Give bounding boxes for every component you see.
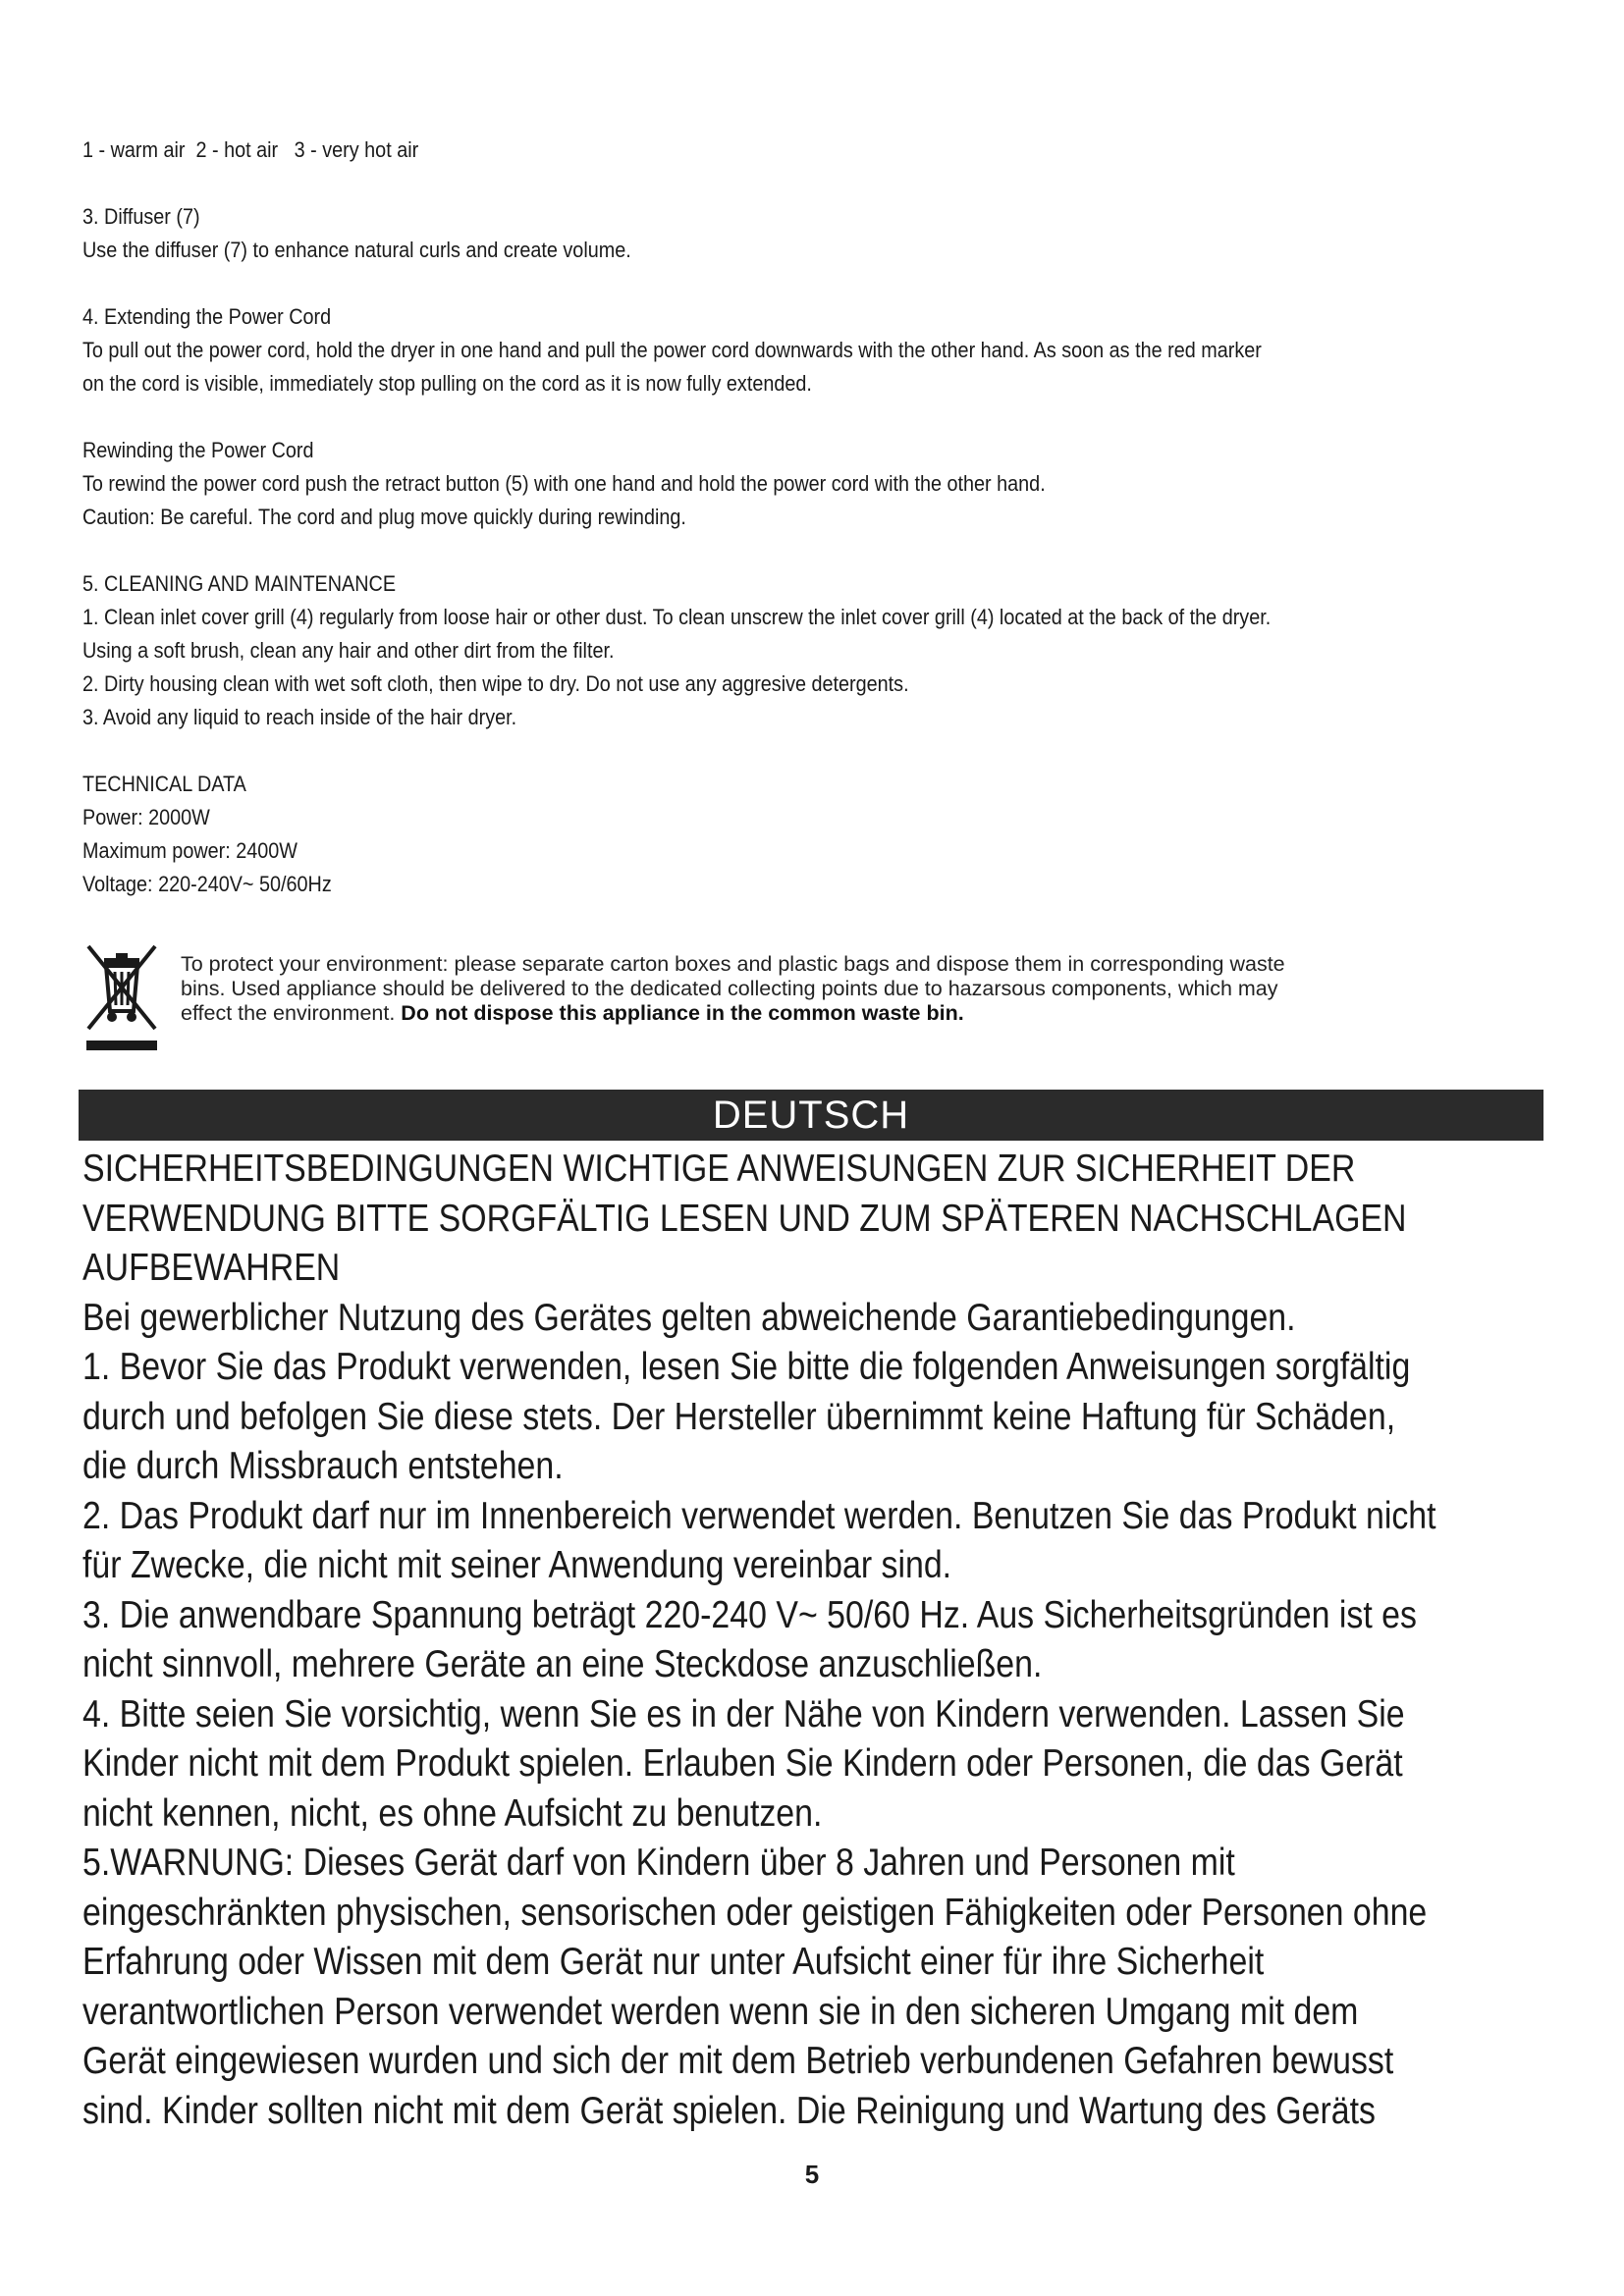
rewinding-cord-line-2: Caution: Be careful. The cord and plug move quickly during rewinding. — [82, 505, 686, 529]
german-line: Erfahrung oder Wissen mit dem Gerät nur unter Aufsicht einer für ihre Sicherheit — [82, 1941, 1265, 1983]
cleaning-line: 1. Clean inlet cover grill (4) regularly from loose hair or other dust. To clean unscrew the inlet cover grill (4) located at the back of the dryer. — [82, 605, 1272, 629]
german-line: die durch Missbrauch entstehen. — [82, 1445, 564, 1487]
technical-data-block — [82, 768, 1426, 901]
cleaning-line: 3. Avoid any liquid to reach inside of the hair dryer. — [82, 705, 517, 729]
language-label: DEUTSCH — [712, 1094, 910, 1137]
cleaning-block — [82, 567, 1426, 734]
german-line: verantwortlichen Person verwendet werden wenn sie in den sicheren Umgang mit dem — [82, 1990, 1359, 2033]
environment-line-3 — [181, 1001, 1614, 1026]
technical-power: Power: 2000W — [82, 805, 210, 829]
extending-cord-line-2: on the cord is visible, immediately stop pulling on the cord as it is now fully extended. — [82, 371, 812, 396]
cleaning-heading: 5. CLEANING AND MAINTENANCE — [82, 571, 397, 596]
english-section — [82, 133, 1426, 934]
german-title-line-1: SICHERHEITSBEDINGUNGEN WICHTIGE ANWEISUNGEN ZUR SICHERHEIT DER — [82, 1148, 1356, 1190]
diffuser-text: Use the diffuser (7) to enhance natural curls and create volume. — [82, 238, 631, 262]
extending-cord-line-1: To pull out the power cord, hold the dryer in one hand and pull the power cord downwards with the other hand. As soon as the red marker — [82, 338, 1262, 362]
technical-data-heading: TECHNICAL DATA — [82, 772, 246, 796]
environment-line-2: bins. Used appliance should be delivered to the dedicated collecting points due to hazarsous components, which may — [181, 977, 1278, 1000]
heat-levels-text: 1 - warm air 2 - hot air 3 - very hot air — [82, 137, 419, 162]
rewinding-cord-line-1: To rewind the power cord push the retract button (5) with one hand and hold the power cord with the other hand. — [82, 471, 1046, 496]
page-number: 5 — [804, 2160, 820, 2189]
diffuser-block — [82, 200, 1426, 267]
german-line: 2. Das Produkt darf nur im Innenbereich verwendet werden. Benutzen Sie das Produkt nicht — [82, 1494, 1436, 1537]
environment-warning: Do not dispose this appliance in the common waste bin. — [401, 1001, 964, 1025]
crossed-out-wheelie-bin-icon — [82, 938, 161, 1052]
extending-cord-heading: 4. Extending the Power Cord — [82, 304, 332, 329]
german-section — [82, 1145, 1465, 2136]
language-section-bar — [79, 1090, 1543, 1141]
german-line: 1. Bevor Sie das Produkt verwenden, lesen Sie bitte die folgenden Anweisungen sorgfältig — [82, 1346, 1411, 1388]
german-intro: Bei gewerblicher Nutzung des Gerätes gelten abweichende Garantiebedingungen. — [82, 1296, 1296, 1339]
german-line: Gerät eingewiesen wurden und sich der mit dem Betrieb verbundenen Gefahren bewusst — [82, 2040, 1394, 2082]
heat-levels-block — [82, 133, 1426, 167]
rewinding-cord-block — [82, 434, 1426, 534]
german-line: durch und befolgen Sie diese stets. Der Hersteller übernimmt keine Haftung für Schäden, — [82, 1395, 1396, 1438]
technical-max-power: Maximum power: 2400W — [82, 838, 298, 863]
german-line: 5.WARNUNG: Dieses Gerät darf von Kindern über 8 Jahren und Personen mit — [82, 1842, 1235, 1884]
cleaning-line: Using a soft brush, clean any hair and other dirt from the filter. — [82, 638, 615, 663]
german-title-line-3: AUFBEWAHREN — [82, 1247, 341, 1289]
german-line: 3. Die anwendbare Spannung beträgt 220-240 V~ 50/60 Hz. Aus Sicherheitsgründen ist es — [82, 1593, 1417, 1636]
german-line: für Zwecke, die nicht mit seiner Anwendung vereinbar sind. — [82, 1544, 952, 1586]
german-line: nicht kennen, nicht, es ohne Aufsicht zu benutzen. — [82, 1791, 823, 1835]
german-title-line-2: VERWENDUNG BITTE SORGFÄLTIG LESEN UND ZUM SPÄTEREN NACHSCHLAGEN — [82, 1197, 1407, 1240]
environment-line-3-plain: effect the environment. — [181, 1001, 402, 1025]
technical-voltage: Voltage: 220-240V~ 50/60Hz — [82, 872, 332, 896]
rewinding-cord-heading: Rewinding the Power Cord — [82, 438, 314, 462]
extending-cord-block — [82, 300, 1426, 400]
german-line: Kinder nicht mit dem Produkt spielen. Erlauben Sie Kindern oder Personen, die das Gerät — [82, 1742, 1403, 1785]
environment-text — [181, 952, 1614, 1026]
diffuser-heading: 3. Diffuser (7) — [82, 204, 200, 229]
environment-line-1: To protect your environment: please separate carton boxes and plastic bags and dispose them in corresponding waste — [181, 952, 1285, 976]
cleaning-line: 2. Dirty housing clean with wet soft cloth, then wipe to dry. Do not use any aggresive detergents. — [82, 671, 909, 696]
german-line: nicht sinnvoll, mehrere Geräte an eine Steckdose anzuschließen. — [82, 1643, 1043, 1685]
german-line: eingeschränkten physischen, sensorischen oder geistigen Fähigkeiten oder Personen ohne — [82, 1891, 1428, 1934]
german-line: sind. Kinder sollten nicht mit dem Gerät spielen. Die Reinigung und Wartung des Geräts — [82, 2089, 1376, 2132]
german-line: 4. Bitte seien Sie vorsichtig, wenn Sie es in der Nähe von Kindern verwenden. Lassen Sie — [82, 1692, 1405, 1735]
